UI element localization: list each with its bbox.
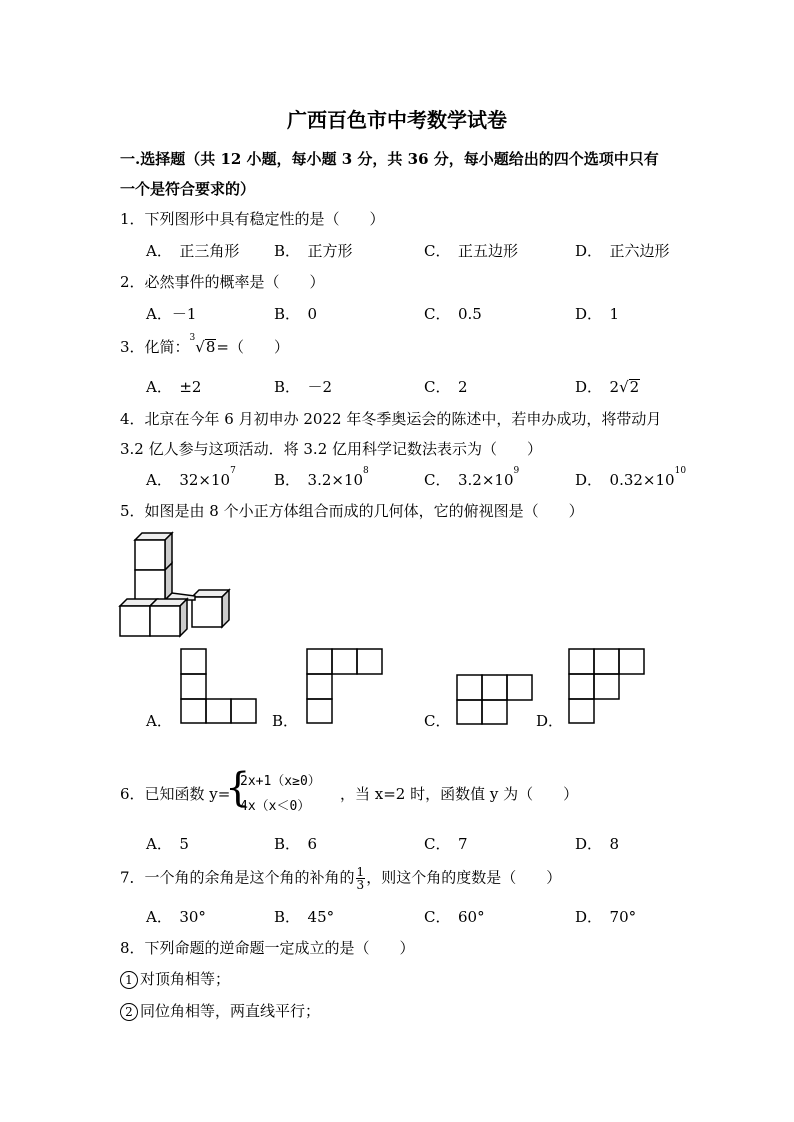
cube-root-sign: √ <box>195 338 205 356</box>
q4-option-d-label: D． 0.32×10 <box>575 471 675 489</box>
q5-option-c-figure <box>456 674 534 726</box>
q4-option-c-label: C． 3.2×10 <box>424 471 514 489</box>
q4-option-a <box>146 466 236 490</box>
question-6-stem-prefix: 6．已知函数 y= <box>120 785 231 803</box>
fraction-denominator: 3 <box>356 878 365 892</box>
q4-option-d <box>575 466 687 490</box>
q7-option-b: B． 45° <box>274 908 335 926</box>
q4-option-b <box>274 466 369 490</box>
q4-option-d-exp: 10 <box>674 466 687 476</box>
q7-option-c: C． 60° <box>424 908 485 926</box>
q3-option-b: B． －2 <box>274 378 333 396</box>
q5-option-b-figure <box>306 648 384 724</box>
q3-option-d-label: D． 2 <box>575 378 620 396</box>
question-1-stem: 1．下列图形中具有稳定性的是（ ） <box>120 210 385 228</box>
q4-option-a-label: A． 32×10 <box>146 471 231 489</box>
q1-option-d: D． 正六边形 <box>575 242 670 260</box>
section-heading-line2: 一个是符合要求的） <box>120 180 256 198</box>
fraction-one-third <box>356 866 366 891</box>
circled-number-2: 2 <box>120 1003 138 1021</box>
root-index: 3 <box>189 333 196 343</box>
piecewise-brace: { <box>225 765 251 811</box>
page-title: 广西百色市中考数学试卷 <box>287 108 507 132</box>
piecewise-case-1: 2x+1（x≥0） <box>240 774 321 789</box>
q2-option-b: B． 0 <box>274 305 318 323</box>
cube-solid-figure <box>115 530 235 640</box>
question-5-stem: 5．如图是由 8 个小正方体组合而成的几何体，它的俯视图是（ ） <box>120 502 584 520</box>
question-4-stem-line2: 3.2 亿人参与这项活动．将 3.2 亿用科学记数法表示为（ ） <box>120 440 543 458</box>
fraction-numerator: 1 <box>356 865 365 879</box>
q4-option-b-label: B． 3.2×10 <box>274 471 364 489</box>
q6-option-d: D． 8 <box>575 835 620 853</box>
q2-option-a: A．－1 <box>146 305 197 323</box>
q5-option-a-figure <box>180 648 258 724</box>
q4-option-a-exp: 7 <box>230 466 236 476</box>
q1-option-c: C． 正五边形 <box>424 242 518 260</box>
q6-option-b: B． 6 <box>274 835 318 853</box>
q7-stem-prefix: 7．一个角的余角是这个角的补角的 <box>120 868 355 887</box>
q4-option-c <box>424 466 520 490</box>
q3-option-d <box>575 376 640 397</box>
question-8-stem: 8．下列命题的逆命题一定成立的是（ ） <box>120 939 415 957</box>
q8-item-1-text: 对顶角相等； <box>140 970 231 988</box>
q8-item-2 <box>120 1000 320 1021</box>
piecewise-case-2: 4x（x＜0） <box>240 799 311 814</box>
sqrt-sign: √ <box>619 378 629 396</box>
q7-option-d: D． 70° <box>575 908 637 926</box>
q5-option-d-label: D． <box>536 712 564 730</box>
q5-option-d-figure <box>568 648 646 724</box>
question-6-stem-suffix: ，当 x=2 时，函数值 y 为（ ） <box>340 785 579 803</box>
q3-stem-prefix: 3．化简： <box>120 338 190 356</box>
q7-option-a: A． 30° <box>146 908 206 926</box>
circled-number-1: 1 <box>120 971 138 989</box>
q5-option-c-label: C． <box>424 712 451 730</box>
q3-option-c: C． 2 <box>424 378 468 396</box>
q1-option-b: B． 正方形 <box>274 242 353 260</box>
q4-option-c-exp: 9 <box>513 466 520 476</box>
q1-option-a: A． 正三角形 <box>146 242 240 260</box>
question-4-stem-line1: 4．北京在今年 6 月初申办 2022 年冬季奥运会的陈述中，若申办成功，将带动月 <box>120 410 662 428</box>
q7-stem-suffix: ，则这个角的度数是（ ） <box>366 868 562 887</box>
radicand: 8 <box>205 338 216 356</box>
q6-option-c: C． 7 <box>424 835 468 853</box>
q2-option-c: C． 0.5 <box>424 305 482 323</box>
q6-option-a: A． 5 <box>146 835 189 853</box>
q3-option-a: A． ±2 <box>146 378 202 396</box>
q2-option-d: D． 1 <box>575 305 620 323</box>
section-heading-line1: 一.选择题（共 12 小题，每小题 3 分，共 36 分，每小题给出的四个选项中只有 <box>120 150 659 168</box>
question-2-stem: 2．必然事件的概率是（ ） <box>120 273 325 291</box>
q3-stem-suffix: =（ ） <box>216 338 289 356</box>
q5-option-b-label: B． <box>272 712 299 730</box>
q5-option-a-label: A． <box>146 712 172 730</box>
q8-item-1 <box>120 968 230 989</box>
question-7-stem <box>120 866 561 891</box>
q4-option-b-exp: 8 <box>363 466 369 476</box>
q8-item-2-text: 同位角相等，两直线平行； <box>140 1002 321 1020</box>
question-3-stem <box>120 333 289 357</box>
q3-option-d-radicand: 2 <box>629 378 640 396</box>
